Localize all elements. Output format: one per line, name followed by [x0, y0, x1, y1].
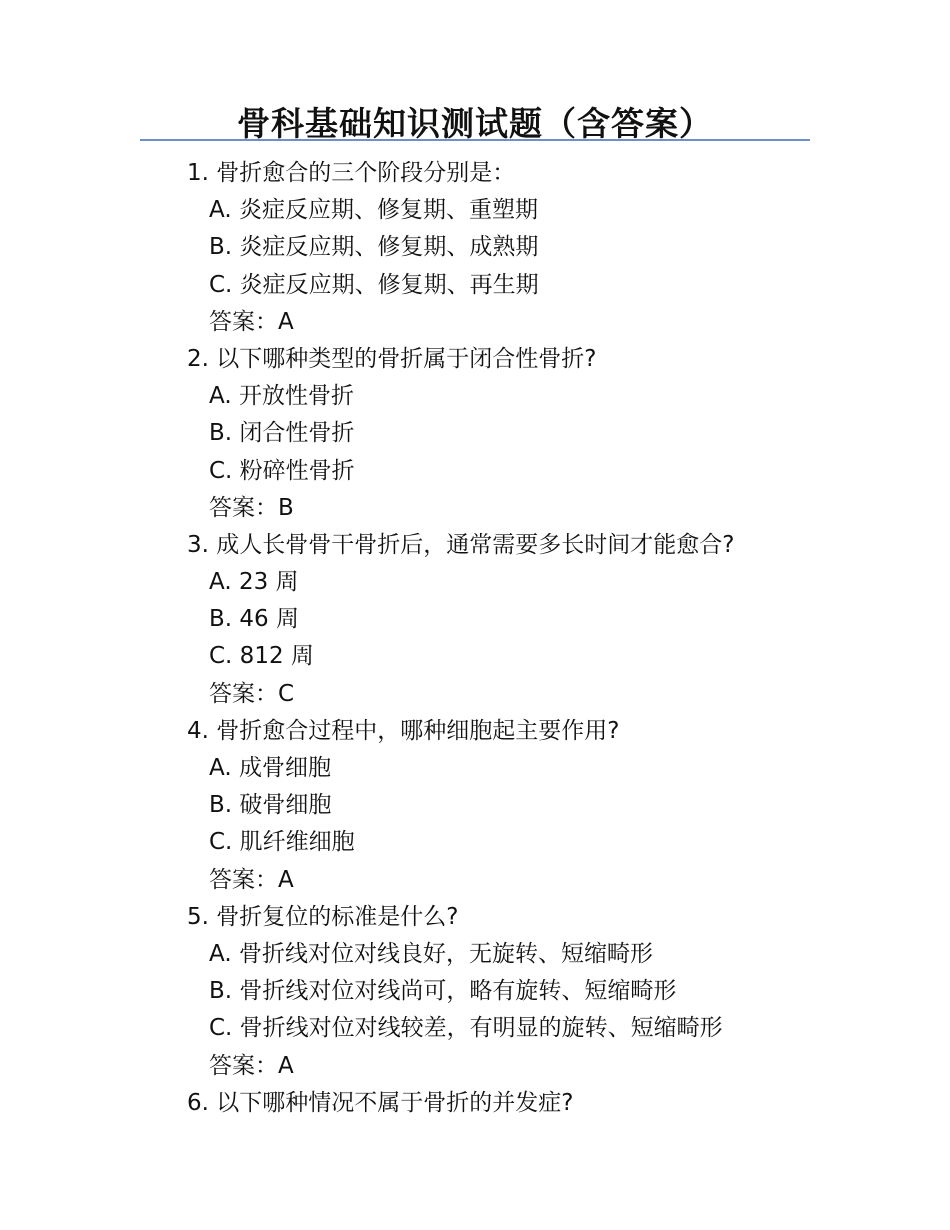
question-text: 1. 骨折愈合的三个阶段分别是： — [187, 160, 516, 186]
option-a: A. 23 周 — [209, 569, 299, 596]
option-a: A. 成骨细胞 — [209, 755, 331, 781]
option-c: C. 骨折线对位对线较差，有明显的旋转、短缩畸形 — [209, 1015, 723, 1042]
title-underline — [140, 139, 810, 141]
option-b: B. 炎症反应期、修复期、成熟期 — [209, 234, 539, 261]
question-text: 5. 骨折复位的标准是什么? — [187, 903, 459, 930]
question-text: 4. 骨折愈合过程中，哪种细胞起主要作用? — [187, 717, 620, 744]
option-a: A. 开放性骨折 — [209, 383, 354, 410]
question-list — [187, 155, 887, 1122]
option-c: C. 肌纤维细胞 — [209, 829, 355, 856]
answer-text: 答案：B — [209, 494, 294, 521]
option-c: C. 粉碎性骨折 — [209, 457, 355, 484]
option-b: B. 骨折线对位对线尚可，略有旋转、短缩畸形 — [209, 978, 677, 1005]
question-text: 3. 成人长骨骨干骨折后，通常需要多长时间才能愈合? — [187, 531, 735, 558]
option-b: B. 破骨细胞 — [209, 792, 332, 819]
option-c: C. 炎症反应期、修复期、再生期 — [209, 271, 539, 298]
option-b: B. 闭合性骨折 — [209, 420, 355, 447]
option-a: A. 骨折线对位对线良好，无旋转、短缩畸形 — [209, 940, 653, 967]
document-title: 骨科基础知识测试题（含答案） — [237, 104, 713, 143]
question-text: 6. 以下哪种情况不属于骨折的并发症? — [187, 1089, 574, 1116]
option-b: B. 46 周 — [209, 606, 299, 633]
option-a: A. 炎症反应期、修复期、重塑期 — [209, 197, 538, 224]
answer-text: 答案：A — [209, 1052, 294, 1079]
answer-text: 答案：A — [209, 308, 294, 335]
option-c: C. 812 周 — [209, 643, 314, 670]
answer-text: 答案：A — [209, 866, 294, 893]
question-text: 2. 以下哪种类型的骨折属于闭合性骨折? — [187, 345, 597, 372]
answer-text: 答案：C — [209, 680, 295, 707]
